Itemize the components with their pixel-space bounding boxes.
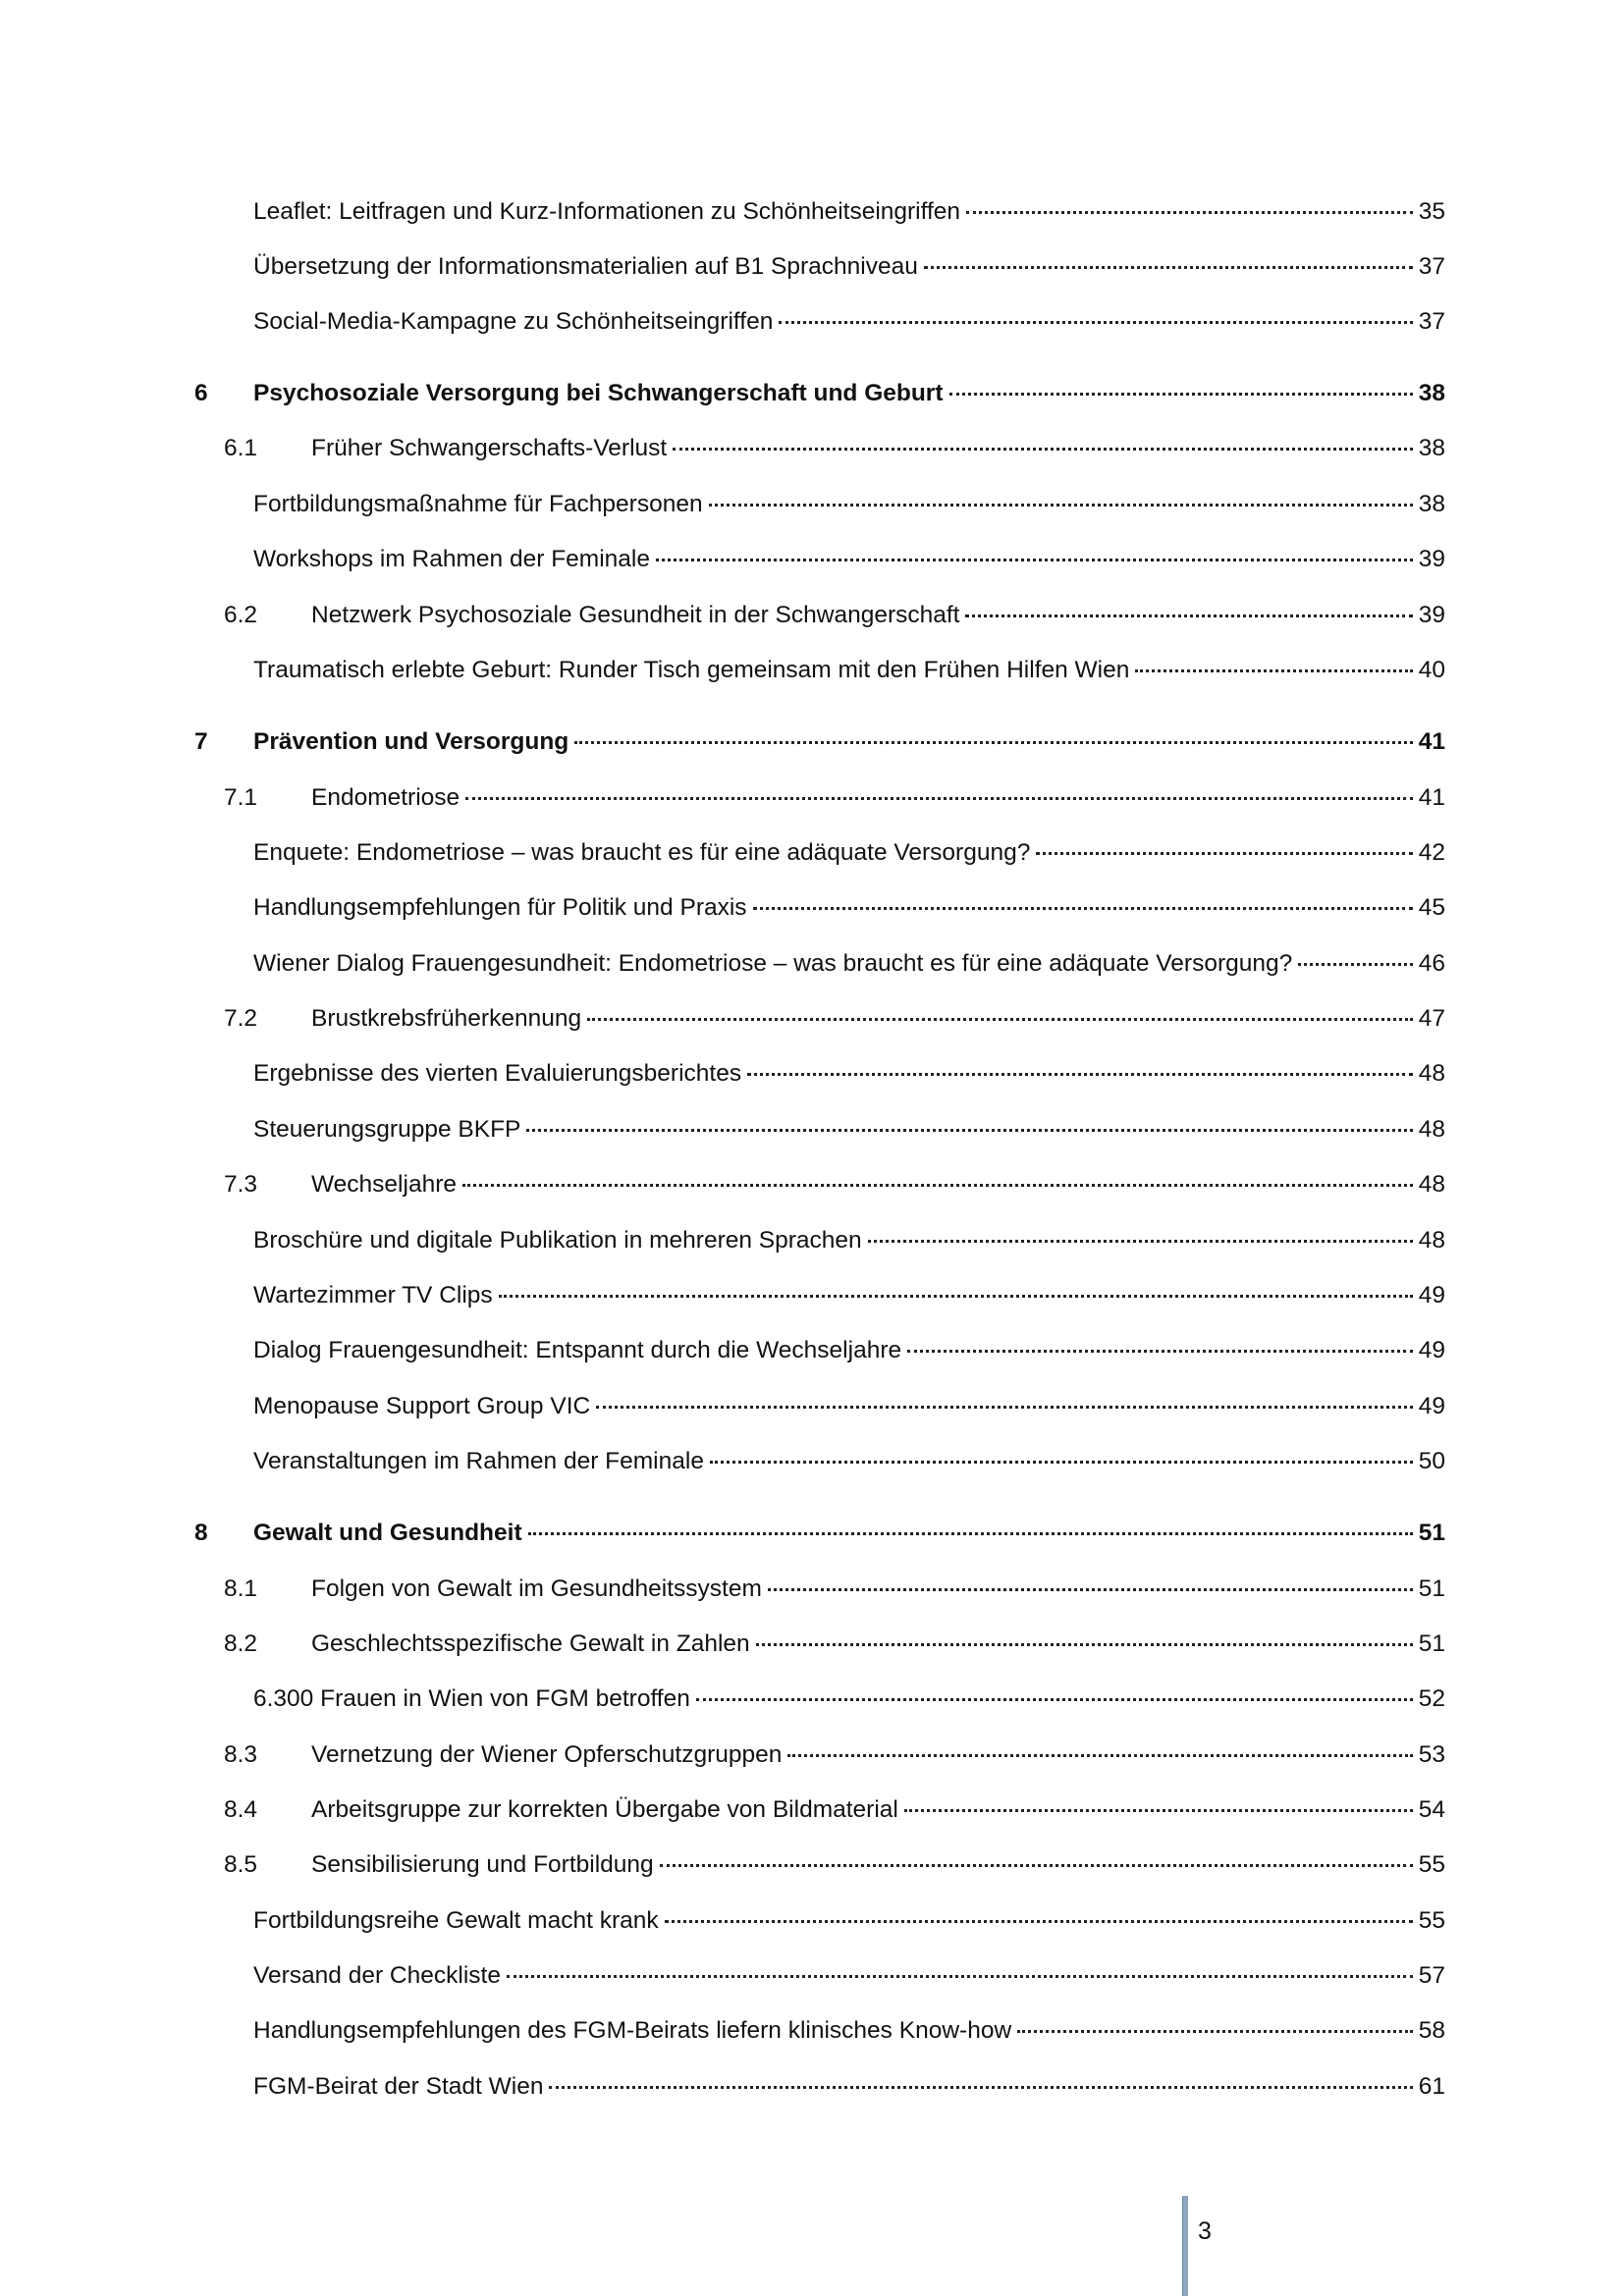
toc-subsection-entry[interactable] xyxy=(253,1221,1445,1260)
toc-entry-number: 7 xyxy=(194,728,208,755)
toc-entry-title: Prävention und Versorgung xyxy=(253,728,569,755)
toc-entry-page: 55 xyxy=(1418,1907,1445,1934)
toc-entry-number: 7.3 xyxy=(224,1171,258,1198)
toc-dot-leader xyxy=(966,207,1413,214)
toc-entry-page: 50 xyxy=(1418,1448,1445,1474)
toc-entry-number: 8.1 xyxy=(224,1575,258,1602)
toc-entry-title: Wartezimmer TV Clips xyxy=(253,1282,493,1308)
toc-entry-page: 51 xyxy=(1418,1520,1445,1546)
toc-subsection-entry[interactable] xyxy=(253,1331,1445,1370)
toc-section-entry[interactable] xyxy=(224,596,1445,635)
toc-entry-page: 61 xyxy=(1418,2073,1445,2100)
toc-entry-title: Geschlechtsspezifische Gewalt in Zahlen xyxy=(311,1630,750,1657)
toc-entry-page: 38 xyxy=(1418,380,1445,406)
page-number: 3 xyxy=(1198,2217,1212,2245)
toc-section-entry[interactable] xyxy=(224,1735,1445,1775)
toc-entry-title: Handlungsempfehlungen des FGM-Beirats liefern klinisches Know-how xyxy=(253,2017,1012,2044)
toc-entry-page: 47 xyxy=(1418,1005,1445,1032)
toc-entry-title: Brustkrebsfrüherkennung xyxy=(311,1005,582,1032)
toc-entry-title: Workshops im Rahmen der Feminale xyxy=(253,546,650,572)
toc-subsection-entry[interactable] xyxy=(253,1680,1445,1719)
toc-entry-page: 39 xyxy=(1418,602,1445,628)
toc-entry-page: 52 xyxy=(1418,1685,1445,1712)
toc-chapter-entry[interactable] xyxy=(194,374,1445,413)
toc-section-entry[interactable] xyxy=(224,1570,1445,1609)
toc-entry-title: Ergebnisse des vierten Evaluierungsberichtes xyxy=(253,1060,742,1087)
toc-entry-title: 6.300 Frauen in Wien von FGM betroffen xyxy=(253,1685,690,1712)
toc-dot-leader xyxy=(656,555,1413,561)
toc-dot-leader xyxy=(710,1457,1413,1464)
toc-dot-leader xyxy=(507,1971,1413,1978)
toc-entry-page: 54 xyxy=(1418,1796,1445,1823)
toc-dot-leader xyxy=(587,1014,1413,1021)
toc-entry-title: Folgen von Gewalt im Gesundheitssystem xyxy=(311,1575,762,1602)
toc-entry-title: Wechseljahre xyxy=(311,1171,457,1198)
toc-entry-page: 38 xyxy=(1418,491,1445,517)
toc-entry-number: 8.3 xyxy=(224,1741,258,1768)
toc-section-entry[interactable] xyxy=(224,1625,1445,1664)
toc-entry-page: 41 xyxy=(1418,784,1445,811)
toc-entry-page: 51 xyxy=(1418,1630,1445,1657)
toc-dot-leader xyxy=(499,1291,1413,1298)
toc-entry-page: 41 xyxy=(1418,728,1445,755)
toc-dot-leader xyxy=(907,1346,1413,1353)
toc-entry-page: 37 xyxy=(1418,253,1445,280)
toc-subsection-entry[interactable] xyxy=(253,1442,1445,1481)
toc-entry-page: 48 xyxy=(1418,1227,1445,1254)
toc-dot-leader xyxy=(779,317,1412,324)
toc-entry-number: 8.5 xyxy=(224,1851,258,1878)
toc-dot-leader xyxy=(756,1639,1413,1646)
toc-entry-number: 8 xyxy=(194,1520,208,1546)
toc-entry-title: Broschüre und digitale Publikation in mehreren Sprachen xyxy=(253,1227,862,1254)
toc-dot-leader xyxy=(787,1750,1412,1757)
toc-entry-number: 8.4 xyxy=(224,1796,258,1823)
toc-dot-leader xyxy=(596,1402,1413,1409)
toc-subsection-entry[interactable] xyxy=(253,485,1445,524)
toc-entry-number: 6.2 xyxy=(224,602,258,628)
toc-subsection-entry[interactable] xyxy=(253,651,1445,690)
toc-dot-leader xyxy=(1298,959,1412,966)
toc-section-entry[interactable] xyxy=(224,778,1445,818)
toc-entry-title: Enquete: Endometriose – was braucht es für eine adäquate Versorgung? xyxy=(253,839,1031,866)
toc-entry-number: 7.1 xyxy=(224,784,258,811)
toc-entry-page: 55 xyxy=(1418,1851,1445,1878)
toc-entry-page: 38 xyxy=(1418,435,1445,461)
toc-entry-number: 6 xyxy=(194,380,208,406)
toc-dot-leader xyxy=(696,1694,1413,1701)
toc-entry-page: 46 xyxy=(1418,950,1445,977)
toc-entry-title: Traumatisch erlebte Geburt: Runder Tisch gemeinsam mit den Frühen Hilfen Wien xyxy=(253,657,1130,683)
toc-dot-leader xyxy=(526,1125,1412,1132)
toc-dot-leader xyxy=(465,793,1413,800)
toc-section-entry[interactable] xyxy=(224,999,1445,1039)
footer-divider xyxy=(1182,2196,1188,2296)
toc-entry-number: 6.1 xyxy=(224,435,258,461)
toc-entry-page: 48 xyxy=(1418,1171,1445,1198)
toc-subsection-entry[interactable] xyxy=(253,247,1445,287)
toc-entry-title: Handlungsempfehlungen für Politik und Praxis xyxy=(253,894,747,921)
toc-dot-leader xyxy=(747,1069,1413,1076)
toc-entry-page: 57 xyxy=(1418,1962,1445,1989)
toc-entry-title: Psychosoziale Versorgung bei Schwangerschaft und Geburt xyxy=(253,380,944,406)
toc-entry-title: Fortbildungsreihe Gewalt macht krank xyxy=(253,1907,659,1934)
toc-section-entry[interactable] xyxy=(224,429,1445,468)
toc-entry-title: Endometriose xyxy=(311,784,460,811)
toc-subsection-entry[interactable] xyxy=(253,1110,1445,1149)
toc-entry-title: Leaflet: Leitfragen und Kurz-Informationen zu Schönheitseingriffen xyxy=(253,198,961,225)
toc-dot-leader xyxy=(665,1916,1413,1923)
toc-dot-leader xyxy=(768,1584,1413,1591)
toc-dot-leader xyxy=(753,903,1413,910)
toc-dot-leader xyxy=(1017,2026,1413,2033)
toc-chapter-entry[interactable] xyxy=(194,722,1445,762)
toc-dot-leader xyxy=(528,1528,1413,1535)
toc-entry-page: 42 xyxy=(1418,839,1445,866)
toc-chapter-entry[interactable] xyxy=(194,1514,1445,1553)
toc-entry-title: Gewalt und Gesundheit xyxy=(253,1520,522,1546)
toc-dot-leader xyxy=(709,500,1413,507)
toc-subsection-entry[interactable] xyxy=(253,1956,1445,1996)
toc-subsection-entry[interactable] xyxy=(253,302,1445,342)
toc-dot-leader xyxy=(574,737,1412,744)
toc-entry-page: 49 xyxy=(1418,1337,1445,1363)
toc-entry-title: Social-Media-Kampagne zu Schönheitseingriffen xyxy=(253,308,774,335)
toc-subsection-entry[interactable] xyxy=(253,192,1445,232)
toc-entry-page: 51 xyxy=(1418,1575,1445,1602)
toc-subsection-entry[interactable] xyxy=(253,1276,1445,1315)
toc-entry-title: Übersetzung der Informationsmaterialien auf B1 Sprachniveau xyxy=(253,253,918,280)
toc-entry-page: 39 xyxy=(1418,546,1445,572)
toc-subsection-entry[interactable] xyxy=(253,888,1445,928)
toc-entry-page: 40 xyxy=(1418,657,1445,683)
toc-entry-page: 37 xyxy=(1418,308,1445,335)
toc-dot-leader xyxy=(462,1180,1413,1187)
toc-dot-leader xyxy=(868,1236,1413,1243)
toc-entry-title: Versand der Checkliste xyxy=(253,1962,501,1989)
toc-dot-leader xyxy=(924,262,1413,269)
toc-section-entry[interactable] xyxy=(224,1165,1445,1204)
toc-entry-title: Menopause Support Group VIC xyxy=(253,1393,591,1419)
toc-section-entry[interactable] xyxy=(224,1790,1445,1830)
toc-section-entry[interactable] xyxy=(224,1845,1445,1885)
toc-entry-title: Arbeitsgruppe zur korrekten Übergabe von Bildmaterial xyxy=(311,1796,898,1823)
toc-dot-leader xyxy=(660,1860,1413,1867)
toc-entry-title: Fortbildungsmaßnahme für Fachpersonen xyxy=(253,491,703,517)
toc-entry-title: Netzwerk Psychosoziale Gesundheit in der Schwangerschaft xyxy=(311,602,960,628)
toc-subsection-entry[interactable] xyxy=(253,944,1445,984)
toc-entry-title: FGM-Beirat der Stadt Wien xyxy=(253,2073,544,2100)
toc-entry-number: 7.2 xyxy=(224,1005,258,1032)
toc-entry-page: 35 xyxy=(1418,198,1445,225)
toc-entry-title: Sensibilisierung und Fortbildung xyxy=(311,1851,654,1878)
toc-entry-title: Wiener Dialog Frauengesundheit: Endometriose – was braucht es für eine adäquate Versorgung? xyxy=(253,950,1293,977)
toc-entry-title: Dialog Frauengesundheit: Entspannt durch die Wechseljahre xyxy=(253,1337,902,1363)
toc-entry-number: 8.2 xyxy=(224,1630,258,1657)
toc-dot-leader xyxy=(1036,848,1412,855)
toc-subsection-entry[interactable] xyxy=(253,1054,1445,1094)
toc-dot-leader xyxy=(673,444,1413,451)
toc-entry-title: Veranstaltungen im Rahmen der Feminale xyxy=(253,1448,704,1474)
toc-subsection-entry[interactable] xyxy=(253,1387,1445,1426)
toc-entry-title: Früher Schwangerschafts-Verlust xyxy=(311,435,668,461)
toc-subsection-entry[interactable] xyxy=(253,2011,1445,2051)
toc-subsection-entry[interactable] xyxy=(253,1901,1445,1941)
toc-dot-leader xyxy=(904,1805,1413,1812)
toc-subsection-entry[interactable] xyxy=(253,833,1445,873)
toc-entry-title: Steuerungsgruppe BKFP xyxy=(253,1116,521,1143)
toc-entry-page: 48 xyxy=(1418,1060,1445,1087)
toc-entry-title: Vernetzung der Wiener Opferschutzgruppen xyxy=(311,1741,783,1768)
toc-entry-page: 49 xyxy=(1418,1393,1445,1419)
toc-entry-page: 48 xyxy=(1418,1116,1445,1143)
toc-entry-page: 45 xyxy=(1418,894,1445,921)
toc-entry-page: 58 xyxy=(1418,2017,1445,2044)
toc-dot-leader xyxy=(949,389,1413,396)
toc-dot-leader xyxy=(965,611,1412,617)
toc-subsection-entry[interactable] xyxy=(253,2067,1445,2107)
toc-entry-page: 53 xyxy=(1418,1741,1445,1768)
toc-dot-leader xyxy=(549,2082,1412,2089)
toc-dot-leader xyxy=(1135,666,1412,672)
toc-subsection-entry[interactable] xyxy=(253,540,1445,579)
toc-entry-page: 49 xyxy=(1418,1282,1445,1308)
